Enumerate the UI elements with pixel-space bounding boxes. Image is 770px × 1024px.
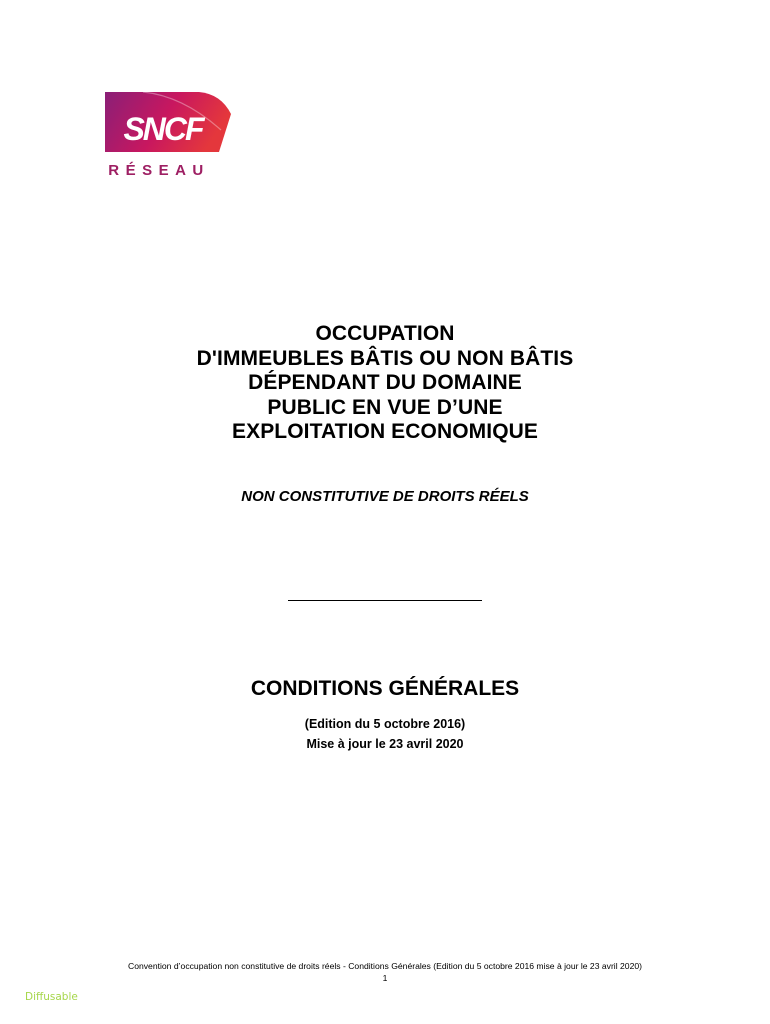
page-number: 1 — [382, 973, 388, 983]
edition-date: (Edition du 5 octobre 2016) — [304, 717, 466, 731]
document-subtitle: NON CONSTITUTIVE DE DROITS RÉELS — [241, 488, 529, 505]
page-footer — [0, 960, 770, 984]
title-line: OCCUPATION — [315, 322, 455, 345]
separator-line — [288, 600, 482, 601]
section-title: CONDITIONS GÉNÉRALES — [250, 677, 520, 700]
edition-info — [0, 714, 770, 754]
title-line: D'IMMEUBLES BÂTIS OU NON BÂTIS — [196, 346, 574, 370]
document-title — [0, 322, 770, 445]
sncf-reseau-logo — [103, 90, 235, 182]
title-line: PUBLIC EN VUE D’UNE — [267, 395, 503, 419]
svg-text:SNCF: SNCF — [123, 111, 203, 147]
title-line: DÉPENDANT DU DOMAINE — [248, 371, 522, 394]
svg-text:RÉSEAU: RÉSEAU — [108, 162, 210, 179]
footer-text: Convention d’occupation non constitutive de droits réels - Conditions Générales (Edition du 5 octobre 2016 mise à jour le 23 avril 2020) — [127, 961, 642, 971]
title-line: EXPLOITATION ECONOMIQUE — [231, 420, 539, 443]
classification-label: Diffusable — [25, 991, 78, 1003]
update-date: Mise à jour le 23 avril 2020 — [306, 737, 464, 751]
